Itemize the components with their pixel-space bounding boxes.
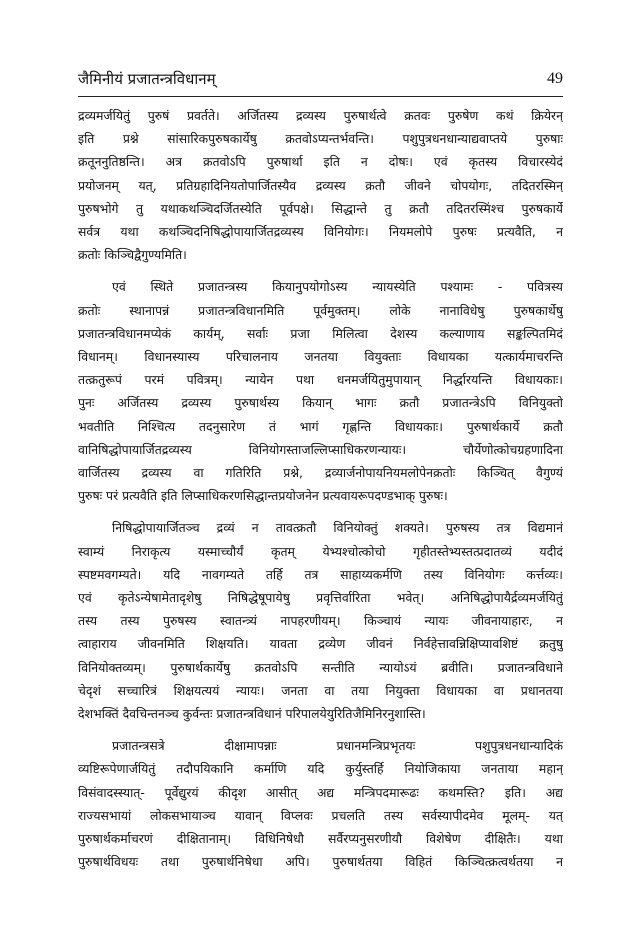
text-line: क्रतोः किञ्चिद्वैगुण्यमिति। [78, 247, 187, 263]
running-header [78, 70, 563, 97]
text-line: तत्क्रतुरूपं परमं पवित्रम्। न्यायेन पथा धनमर्जयितुमुपायान् निर्द्धारयन्ति विधायकाः। [78, 372, 563, 388]
text-line: क्रतूननुतिष्ठन्ति। अत्र क्रतवोऽपि पुरुषार्था इति न दोषः। एवं कृतस्य विचारस्येदं [78, 154, 563, 170]
text-line: पुरुषभोगे तु यथाकथञ्चिदर्जितस्येति पूर्वपक्षे। सिद्धान्ते तु क्रतौ तदितरस्मिंश्च पुरुषकार्ये [78, 200, 563, 216]
text-line: विसंवादस्स्यात्- पूर्वेद्युरयं कीदृश आसीत् अद्य मन्त्रिपदमारूढः कथमस्ति? इति। अद्य [78, 784, 563, 800]
page-number: 49 [547, 70, 563, 87]
text-line: स्पष्टमवगम्यते। यदि नावगम्यते तर्हि तत्र साहाय्यकर्मणि तस्य विनियोगः कर्त्तव्यः। [78, 566, 563, 582]
text-line: प्रजातन्त्रविधानमप्येकं कार्यम्, सर्वाः प्रजा मिलित्वा देशस्य कल्याणाय सङ्कल्पितमिदं [78, 325, 563, 341]
text-line: स्वाम्यं निराकृत्य यस्माच्चौर्यं कृतम् येभ्यश्चोत्कोचो गृहीतस्तेभ्यस्तत्प्रदातव्यं यदीदं [78, 543, 563, 559]
paragraph-gap [78, 725, 563, 734]
text-line: राज्यसभायां लोकसभायाञ्च यावान् विप्लवः प्रचलति तस्य सर्वस्यापीदमेव मूलम्- यत् [78, 807, 563, 823]
text-line: वानिषिद्धोपायार्जितद्रव्यस्य विनियोगस्ताजल्लिप्साधिकरणन्यायः। चौर्येणोत्कोचग्रहणादिना [78, 441, 563, 457]
text-line: एवं स्थिते प्रजातन्त्रस्य कियानुपयोगोऽस्य न्यायस्येति पश्यामः - पवित्रस्य [112, 279, 563, 295]
paragraph [78, 734, 563, 873]
text-line: व्यष्टिरूपेणार्जयितुं तदौपयिकानि कर्माणि यदि कुर्युस्तर्हि नियोजिकाया जनताया महान् [78, 761, 563, 777]
text-line: सर्वत्र यथा कथञ्चिदनिषिद्धोपायार्जितद्रव्यस्य विनियोगः। नियमलोपे पुरुषः प्रत्यवैति, न [78, 224, 563, 240]
text-line: पुरुषार्थविधयः तथा पुरुषार्थनिषेधा अपि। पुरुषार्थतया विहितं किञ्चित्क्रत्वर्थतया न [78, 854, 563, 870]
paragraph-gap [78, 507, 563, 516]
paragraph [78, 104, 563, 266]
paragraph [78, 516, 563, 725]
text-line: निषिद्धोपायार्जितञ्च द्रव्यं न तावत्क्रतौ विनियोक्तुं शक्यते। पुरुषस्य तत्र विद्यमानं [112, 520, 563, 536]
body-text [78, 104, 563, 874]
text-line: द्रव्यमर्जयितुं पुरुषं प्रवर्तते। अर्जितस्य द्रव्यस्य पुरुषार्थत्वे क्रतवः पुरुषेण कथं क्रियेरन् [78, 108, 563, 123]
text-line: क्रतोः स्थानापन्नं प्रजातन्त्रविधानमिति पूर्वमुक्तम्। लोके नानाविधेषु पुरुषकार्थेषु [78, 302, 563, 318]
text-line: पुरुषार्थकर्माचरणं दीक्षितानाम्। विधिनिषेधौ सर्वैरप्यनुसरणीयौ विशेषेण दीक्षितैः। यथा [78, 831, 563, 847]
text-line: पुरुषः परं प्रत्यवैति इति लिप्साधिकरणसिद्धान्तप्रयोजनेन प्रत्यवायरूपदण्डभाक् पुरुषः। [78, 488, 448, 504]
text-line: तस्य तस्य पुरुषस्य स्वातन्त्र्यं नापहरणीयम्। किञ्चायं न्यायः जीवनायाहारः, न [78, 613, 563, 629]
text-line: इति प्रश्ने सांसारिकपुरुषकार्येषु क्रतवोऽप्यन्तर्भवन्ति। पशुपुत्रधनधान्याद्यवाप्तये पुरुषाः [78, 131, 563, 147]
paragraph-gap [78, 266, 563, 275]
running-title: जैमिनीयं प्रजातन्त्रविधानम् [78, 70, 216, 88]
text-line: त्वाहाराय जीवनमिति शिक्षयति। यावता द्रव्येण जीवनं निर्वहेत्तावन्निक्षिप्यावशिष्टं क्रतुषु [78, 636, 563, 652]
text-line: प्रजातन्त्रसत्रे दीक्षामापन्नाः प्रधानमन्त्रिप्रभृतयः पशुपुत्रधनधान्यादिकं [112, 738, 563, 754]
text-line: प्रयोजनम् यत्, प्रतिग्रहादिनियतोपार्जितस्यैव द्रव्यस्य क्रतौ जीवने चोपयोगः, तदितरस्मिन् [78, 177, 563, 193]
text-line: एवं कृतेऽन्येषामेतादृशेषु निषिद्धेषूपायेषु प्रवृत्तिर्वारिता भवेत्। अनिषिद्धोपायैर्द्रव्यमर्जयितुं [78, 590, 563, 606]
text-line: भवतीति निश्चित्य तदनुसारेण तं भागं गृह्णन्ति विधायकाः। पुरुषार्थकार्ये क्रतौ [78, 418, 563, 434]
text-line: विधानम्। विधानस्यास्य परिचालनाय जनतया वियुक्ताः विधायका यत्कार्यमाचरन्ति [78, 349, 563, 365]
text-line: विनियोक्तव्यम्। पुरुषार्थकार्येषु क्रतवोऽपि सन्तीति न्यायोऽयं ब्रवीति। प्रजातन्त्रविधाने [78, 659, 563, 675]
paragraph [78, 275, 563, 507]
text-line: पुनः अर्जितस्य द्रव्यस्य पुरुषार्थस्य कियान् भागः क्रतौ प्रजातन्त्रेऽपि विनियुक्तो [78, 395, 563, 411]
text-line: चेदृशं सच्चारित्रं शिक्षयत्ययं न्यायः। जनता वा तया नियुक्ता विधायका वा प्रधानतया [78, 682, 563, 698]
text-line: देशभक्तिं दैवचिन्तनञ्च कुर्वन्तः प्रजातन्त्रविधानं परिपालयेयुरितिजैमिनिरनुशास्ति। [78, 706, 426, 722]
text-line: वार्जितस्य द्रव्यस्य वा गतिरिति प्रश्ने, द्रव्यार्जनोपायनियमलोपेनक्रतोः किञ्चित् वैगुण्यं [78, 465, 563, 481]
